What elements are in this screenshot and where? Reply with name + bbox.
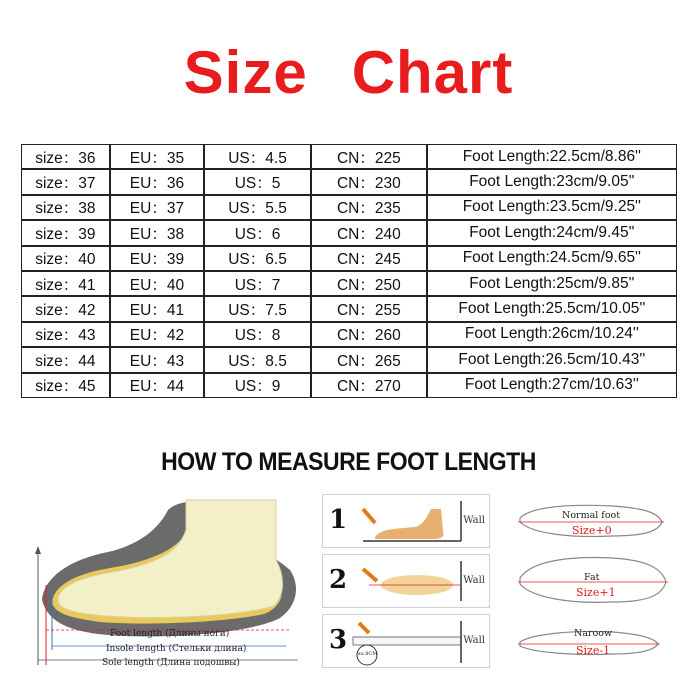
narrow-foot-size: Size-1 xyxy=(576,644,611,657)
step-3 xyxy=(322,614,490,668)
step-number: 2 xyxy=(329,565,348,595)
cn-cell: CN：235 xyxy=(311,195,427,220)
us-cell: US：4.5 xyxy=(204,144,311,169)
cn-cell: CN：265 xyxy=(311,347,427,372)
foot-length-cell: Foot Length:26.5cm/10.43'' xyxy=(427,347,677,372)
normal-foot-size: Size+0 xyxy=(572,524,612,537)
step-number: 1 xyxy=(329,505,348,535)
normal-foot-label: Normal foot xyxy=(562,510,621,521)
table-row xyxy=(21,246,677,271)
foot-length-cell: Foot Length:23cm/9.05'' xyxy=(427,169,677,194)
cn-cell: CN：260 xyxy=(311,322,427,347)
eu-cell: EU：43 xyxy=(110,347,204,372)
cn-cell: CN：240 xyxy=(311,220,427,245)
foot-length-cell: Foot Length:22.5cm/8.86'' xyxy=(427,144,677,169)
wall-label: Wall xyxy=(463,635,485,646)
table-row xyxy=(21,373,677,398)
table-row xyxy=(21,169,677,194)
insole-length-label: Insole length (Стельки длина) xyxy=(106,644,247,654)
step-1 xyxy=(322,494,490,548)
eu-cell: EU：38 xyxy=(110,220,204,245)
size-cell: size：38 xyxy=(21,195,110,220)
cn-cell: CN：230 xyxy=(311,169,427,194)
us-cell: US：5 xyxy=(204,169,311,194)
foot-length-cell: Foot Length:27cm/10.63'' xyxy=(427,373,677,398)
us-cell: US：5.5 xyxy=(204,195,311,220)
foot-length-label: Foot length (Длины ноги) xyxy=(110,629,230,639)
cn-cell: CN：245 xyxy=(311,246,427,271)
size-cell: size：42 xyxy=(21,296,110,321)
cn-cell: CN：225 xyxy=(311,144,427,169)
cn-cell: CN：250 xyxy=(311,271,427,296)
step-number: 3 xyxy=(329,625,348,655)
eu-cell: EU：35 xyxy=(110,144,204,169)
cn-cell: CN：270 xyxy=(311,373,427,398)
measuring-steps xyxy=(322,494,488,674)
shoe-cross-section xyxy=(28,490,308,680)
measure-heading: HOW TO MEASURE FOOT LENGTH xyxy=(161,448,536,476)
foot-length-cell: Foot Length:24cm/9.45'' xyxy=(427,220,677,245)
us-cell: US：7.5 xyxy=(204,296,311,321)
foot-length-cell: Foot Length:24.5cm/9.65'' xyxy=(427,246,677,271)
size-cell: size：44 xyxy=(21,347,110,372)
size-cell: size：36 xyxy=(21,144,110,169)
eu-cell: EU：39 xyxy=(110,246,204,271)
eu-cell: EU：36 xyxy=(110,169,204,194)
size-cell: size：39 xyxy=(21,220,110,245)
table-row xyxy=(21,347,677,372)
table-row xyxy=(21,271,677,296)
us-cell: US：6.5 xyxy=(204,246,311,271)
eu-cell: EU：44 xyxy=(110,373,204,398)
us-cell: US：9 xyxy=(204,373,311,398)
size-cell: size：40 xyxy=(21,246,110,271)
wall-label: Wall xyxy=(463,575,485,586)
narrow-foot-label: Naroow xyxy=(574,628,613,639)
sole-length-label: Sole length (Длина подошвы) xyxy=(102,658,240,668)
size-cell: size：37 xyxy=(21,169,110,194)
table-row xyxy=(21,195,677,220)
table-row xyxy=(21,322,677,347)
size-chart-table xyxy=(21,144,677,398)
ruler-reading-label: xx.8CM xyxy=(358,651,378,657)
size-cell: size：43 xyxy=(21,322,110,347)
foot-length-cell: Foot Length:25.5cm/10.05'' xyxy=(427,296,677,321)
table-row xyxy=(21,296,677,321)
foot-length-cell: Foot Length:23.5cm/9.25'' xyxy=(427,195,677,220)
foot-length-cell: Foot Length:26cm/10.24'' xyxy=(427,322,677,347)
page-title xyxy=(0,38,697,107)
title-word-chart: Chart xyxy=(351,39,514,106)
table-row xyxy=(21,220,677,245)
foot-types xyxy=(512,492,677,674)
fat-foot-label: Fat xyxy=(584,572,600,583)
table-row xyxy=(21,144,677,169)
fat-foot-size: Size+1 xyxy=(576,586,616,599)
eu-cell: EU：42 xyxy=(110,322,204,347)
eu-cell: EU：40 xyxy=(110,271,204,296)
title-word-size: Size xyxy=(183,39,308,106)
us-cell: US：8 xyxy=(204,322,311,347)
size-cell: size：41 xyxy=(21,271,110,296)
wall-label: Wall xyxy=(463,515,485,526)
step-2 xyxy=(322,554,490,608)
us-cell: US：7 xyxy=(204,271,311,296)
size-cell: size：45 xyxy=(21,373,110,398)
cn-cell: CN：255 xyxy=(311,296,427,321)
eu-cell: EU：37 xyxy=(110,195,204,220)
foot-length-cell: Foot Length:25cm/9.85'' xyxy=(427,271,677,296)
us-cell: US：6 xyxy=(204,220,311,245)
eu-cell: EU：41 xyxy=(110,296,204,321)
us-cell: US：8.5 xyxy=(204,347,311,372)
